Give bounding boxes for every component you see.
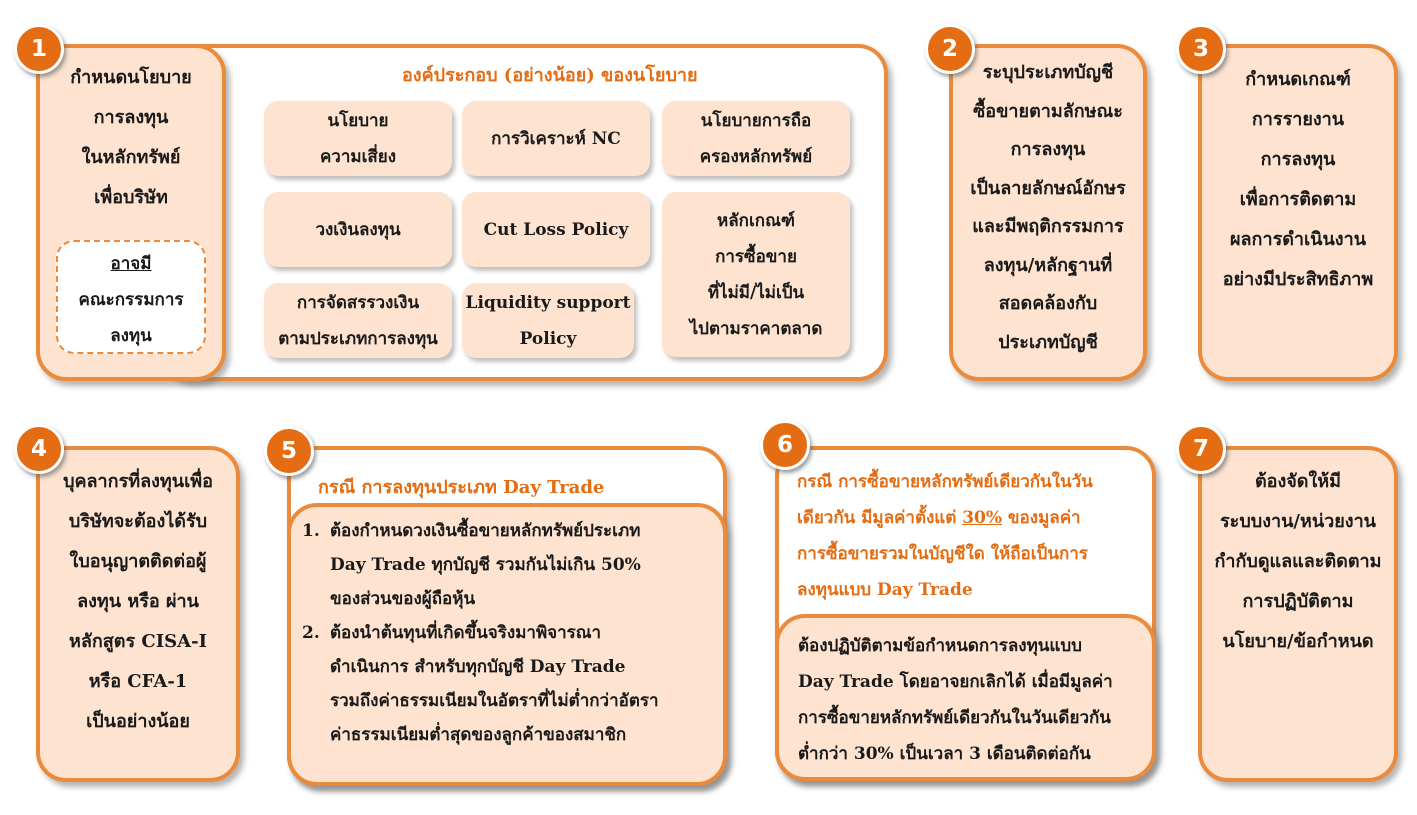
step-6-badge: 6	[760, 420, 810, 470]
day-trade-rules-list	[302, 514, 718, 752]
rule-item-1: 1. ต้องกำหนดวงเงินซื้อขายหลักทรัพย์ประเภท Day Trade ทุกบัญชี รวมกันไม่เกิน 50% ของส่วนของผู้ถือหุ้น	[302, 521, 641, 609]
step-2-text: ระบุประเภทบัญชี ซื้อขายตามลักษณะ การลงทุน เป็นลายลักษณ์อักษร และมีพฤติกรรมการ ลงทุน/หลักฐานที่ สอดคล้องกับ ประเภทบัญชี	[970, 62, 1126, 353]
step-5-badge: 5	[264, 426, 314, 476]
step-3-text: กำหนดเกณฑ์ การรายงาน การลงทุน เพื่อการติดตาม ผลการดำเนินงาน อย่างมีประสิทธิภาพ	[1222, 69, 1374, 290]
tile-risk-policy: นโยบาย ความเสี่ยง	[264, 101, 452, 176]
step-2-badge: 2	[925, 24, 975, 74]
step-3-badge: 3	[1176, 24, 1226, 74]
tile-non-market-price-rules: หลักเกณฑ์ การซื้อขาย ที่ไม่มี/ไม่เป็น ไปตามราคาตลาด	[662, 192, 850, 357]
tile-holding-policy: นโยบายการถือ ครองหลักทรัพย์	[662, 101, 850, 176]
same-day-rules-text: ต้องปฏิบัติตามข้อกำหนดการลงทุนแบบ Day Trade โดยอาจยกเลิกได้ เมื่อมีมูลค่า การซื้อขายหลักทรัพย์เดียวกันในวันเดียวกัน ต่ำกว่า 30% เป็นเวลา 3 เดือนติดต่อกัน	[798, 636, 1113, 764]
optional-committee-box: อาจมี คณะกรรมการ ลงทุน	[56, 240, 206, 354]
step-7-text: ต้องจัดให้มี ระบบงาน/หน่วยงาน กำกับดูแลและติดตาม การปฏิบัติตาม นโยบาย/ข้อกำหนด	[1214, 471, 1382, 652]
tile-nc-analysis: การวิเคราะห์ NC	[462, 101, 650, 176]
day-trade-heading: กรณี การลงทุนประเภท Day Trade	[318, 477, 605, 498]
tile-allocation-by-type: การจัดสรรวงเงิน ตามประเภทการลงทุน	[264, 283, 452, 358]
step-4-text: บุคลากรที่ลงทุนเพื่อ บริษัทจะต้องได้รับ ใบอนุญาตติดต่อผู้ ลงทุน หรือ ผ่าน หลักสูตร CISA-I หรือ CFA-1 เป็นอย่างน้อย	[63, 471, 213, 732]
tile-cut-loss-policy: Cut Loss Policy	[462, 192, 650, 267]
step-4-badge: 4	[14, 424, 64, 474]
tile-liquidity-support-policy: Liquidity support Policy	[462, 283, 634, 358]
rule-item-2: 2. ต้องนำต้นทุนที่เกิดขึ้นจริงมาพิจารณา ดำเนินการ สำหรับทุกบัญชี Day Trade รวมถึงค่าธรรมเนียมในอัตราที่ไม่ต่ำกว่าอัตรา ค่าธรรมเนียมต่ำสุดของลูกค้าของสมาชิก	[302, 623, 659, 745]
same-day-heading: กรณี การซื้อขายหลักทรัพย์เดียวกันในวัน เดียวกัน มีมูลค่าตั้งแต่ 30% ของมูลค่า การซื้อขายรวมในบัญชีใด ให้ถือเป็นการ ลงทุนแบบ Day Trade	[797, 472, 1093, 600]
step-7-badge: 7	[1176, 424, 1226, 474]
tile-investment-limit: วงเงินลงทุน	[264, 192, 452, 267]
step-1-badge: 1	[14, 24, 64, 74]
step-1-text: กำหนดนโยบาย การลงทุน ในหลักทรัพย์ เพื่อบริษัท	[70, 67, 192, 208]
policy-components-heading: องค์ประกอบ (อย่างน้อย) ของนโยบาย	[402, 65, 698, 86]
